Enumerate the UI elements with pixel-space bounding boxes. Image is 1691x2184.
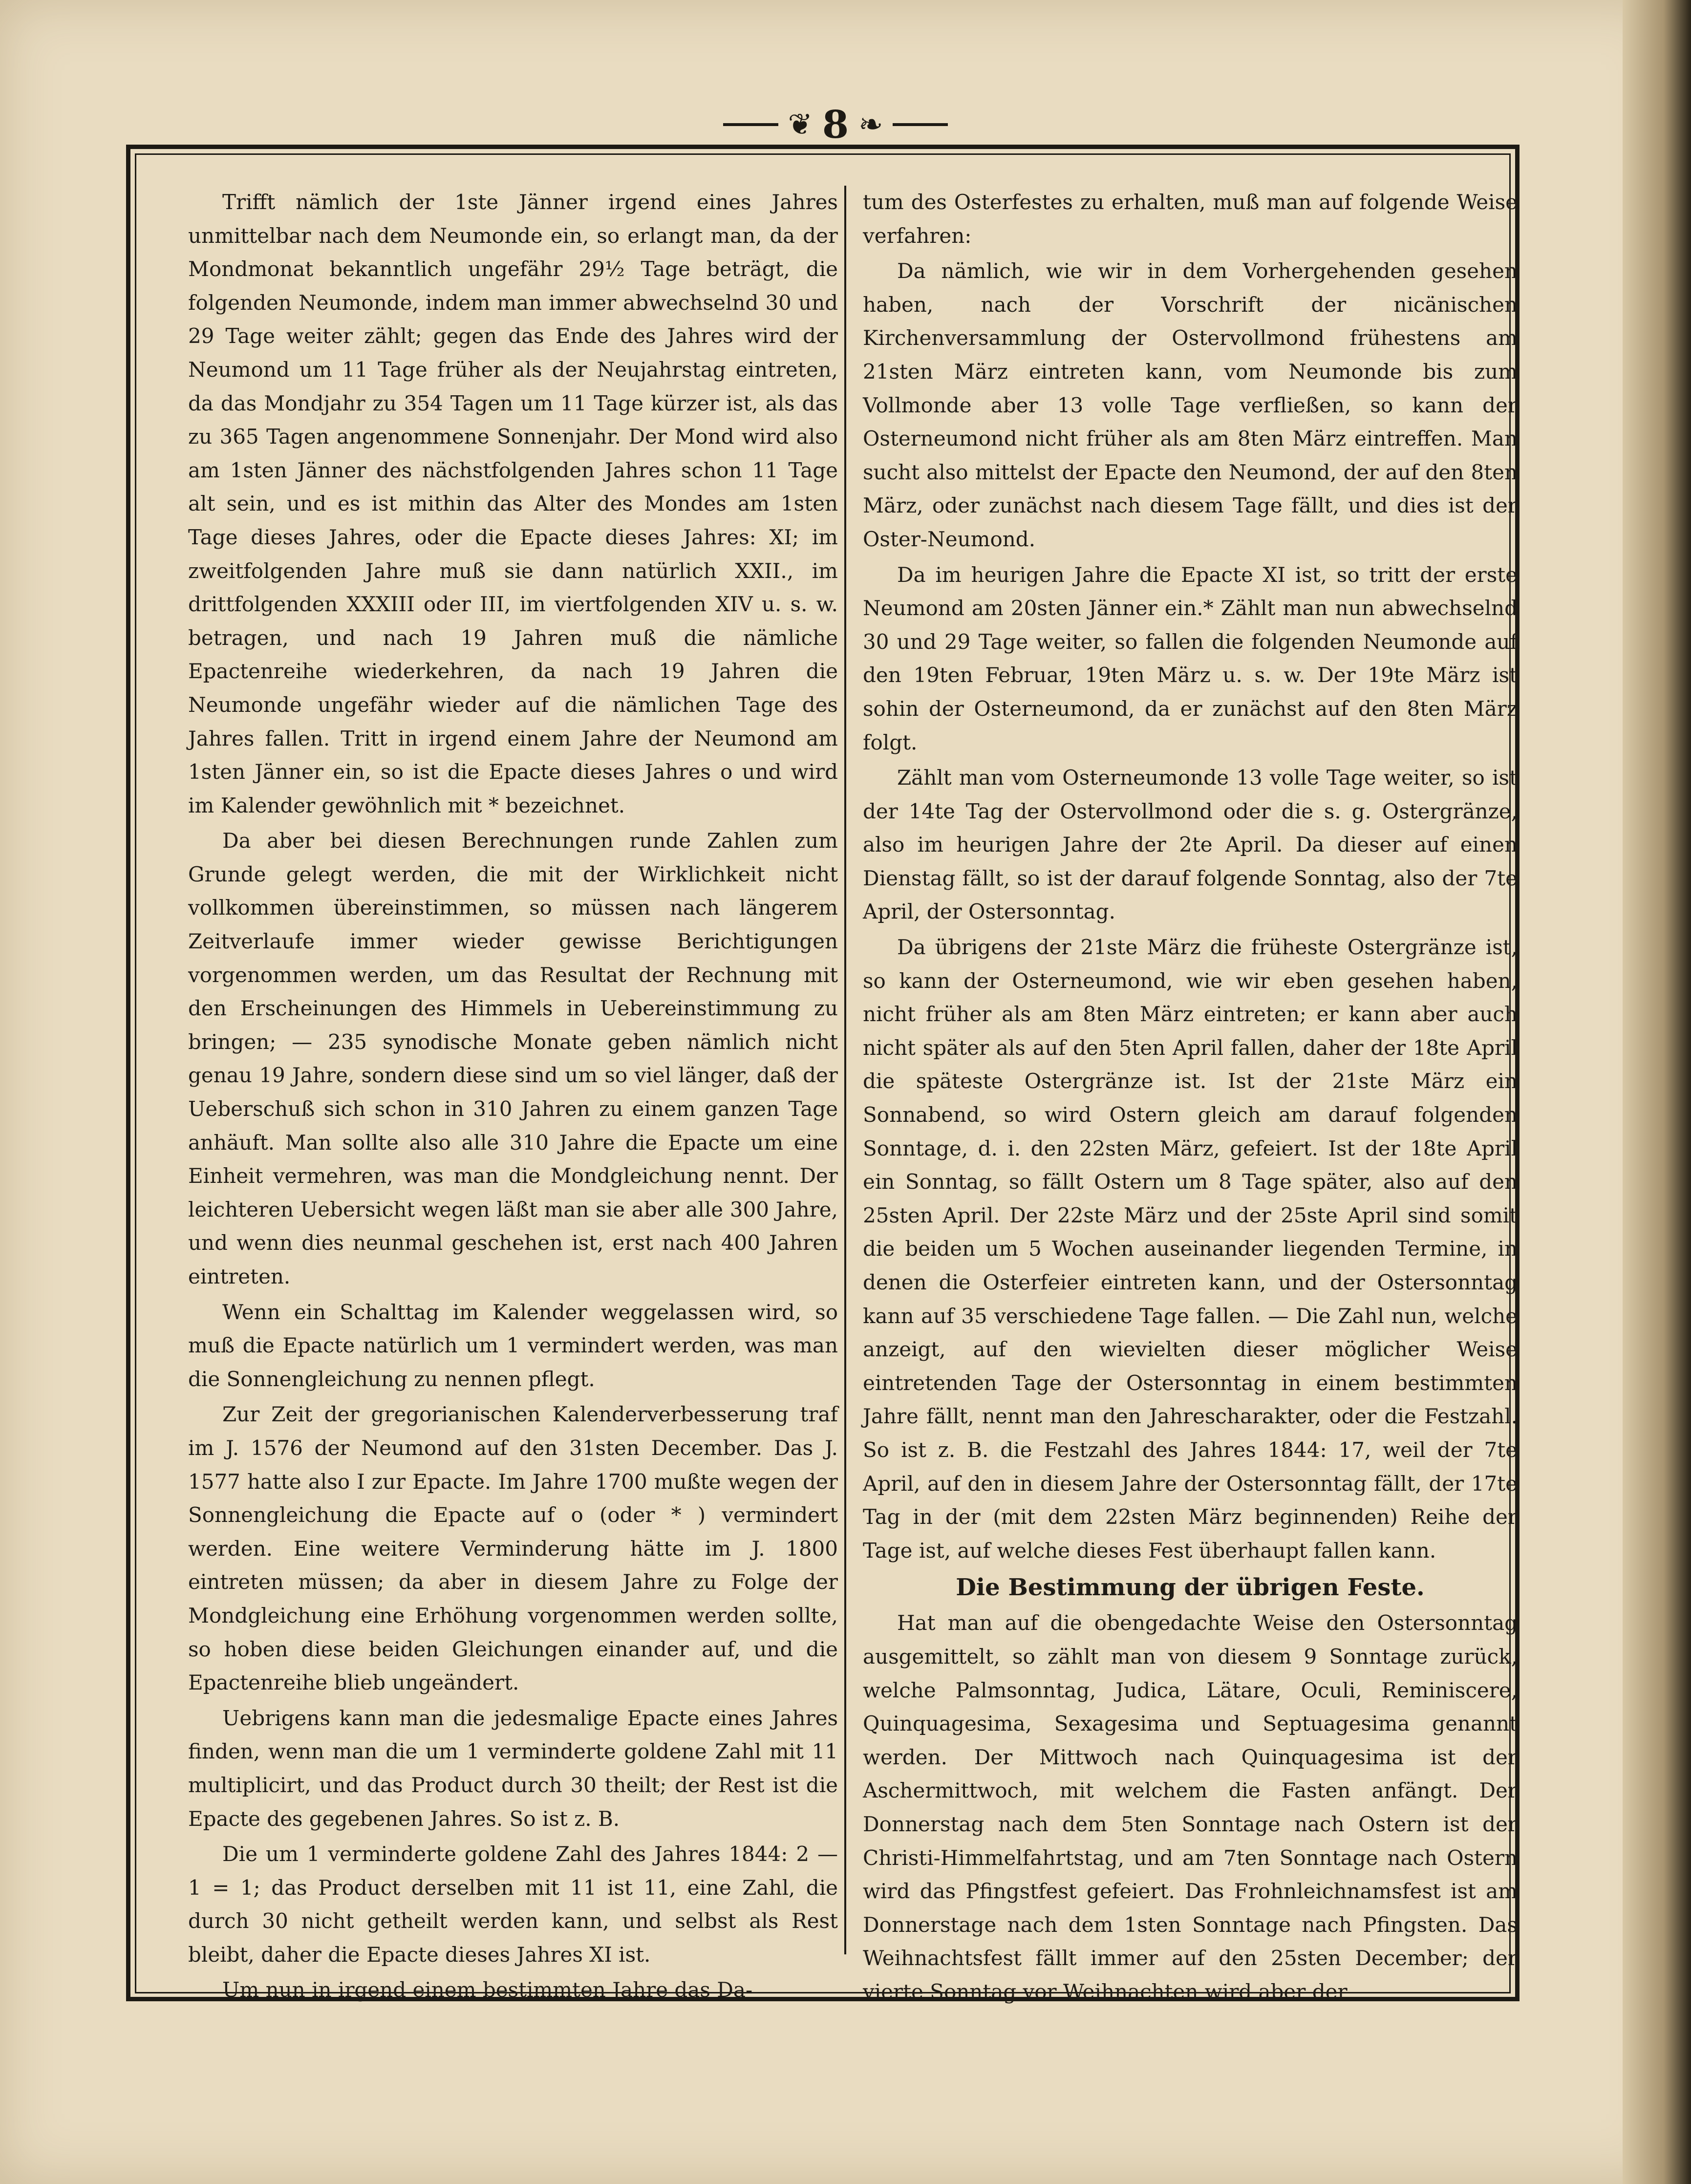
- left-paragraph-1: Trifft nämlich der 1ste Jänner irgend eines Jahres unmittelbar nach dem Neumonde ein, so erlangt man, da der Mondmonat bekanntlich ungefähr 29½ Tage beträgt, die folgenden Neumonde, indem man immer abwechselnd 30 und 29 Tage weiter zählt; gegen das Ende des Jahres wird der Neumond um 11 Tage früher als der Neujahrstag eintreten, da das Mondjahr zu 354 Tagen um 11 Tage kürzer ist, als das zu 365 Tagen angenommene Sonnenjahr. Der Mond wird also am 1sten Jänner des nächstfolgenden Jahres schon 11 Tage alt sein, und es ist mithin das Alter des Mondes am 1sten Tage dieses Jahres, oder die Epacte dieses Jahres: XI; im zweitfolgenden Jahre muß sie dann natürlich XXII., im drittfolgenden XXXIII oder III, im viertfolgenden XIV u. s. w. betragen, und nach 19 Jahren muß die nämliche Epactenreihe wiederkehren, da nach 19 Jahren die Neumonde ungefähr wieder auf die nämlichen Tage des Jahres fallen. Tritt in irgend einem Jahre der Neumond am 1sten Jänner ein, so ist die Epacte dieses Jahres o und wird im Kalender gewöhnlich mit * bezeichnet.: [188, 190, 838, 817]
- page-number: 8: [822, 102, 849, 147]
- left-paragraph-2: Da aber bei diesen Berechnungen runde Zahlen zum Grunde gelegt werden, die mit der Wirklichkeit nicht vollkommen übereinstimmen, so müssen nach längerem Zeitverlaufe immer wieder gewisse Berichtigungen vorgenommen werden, um das Resultat der Rechnung mit den Erscheinungen des Himmels in Uebereinstimmung zu bringen; — 235 synodische Monate geben nämlich nicht genau 19 Jahre, sondern diese sind um so viel länger, daß der Ueberschuß sich schon in 310 Jahren zu einem ganzen Tage anhäuft. Man sollte also alle 310 Jahre die Epacte um eine Einheit vermehren, was man die Mondgleichung nennt. Der leichteren Uebersicht wegen läßt man sie aber alle 300 Jahre, und wenn dies neunmal geschehen ist, erst nach 400 Jahren eintreten.: [188, 829, 838, 1288]
- column-divider: [844, 186, 846, 1954]
- right-paragraph-3: Zählt man vom Osterneumonde 13 volle Tage weiter, so ist der 14te Tag der Ostervollmond oder die s. g. Ostergränze, also im heurigen Jahre der 2te April. Da dieser auf einen Dienstag fällt, so ist der darauf folgende Sonntag, also der 7te April, der Ostersonntag.: [863, 766, 1518, 924]
- left-paragraph-7: Um nun in irgend einem bestimmten Jahre das Da-: [222, 1978, 753, 2002]
- ornament-left-icon: ❦: [788, 107, 813, 142]
- header-rule-left: [723, 123, 778, 126]
- section-heading: Die Bestimmung der übrigen Feste.: [956, 1574, 1425, 1602]
- left-column: [188, 186, 838, 2002]
- right-paragraph-2: Da im heurigen Jahre die Epacte XI ist, so tritt der erste Neumond am 20sten Jänner ein.* Zählt man nun abwechselnd 30 und 29 Tage weiter, so fallen die folgenden Neumonde auf den 19ten Februar, 19ten März u. s. w. Der 19te März ist sohin der Osterneumond, da er zunächst auf den 8ten März folgt.: [863, 562, 1518, 754]
- header-rule-right: [893, 123, 948, 126]
- right-paragraph-5: Hat man auf die obengedachte Weise den Ostersonntag ausgemittelt, so zählt man von diesem 9 Sonntage zurück, welche Palmsonntag, Judica, Lätare, Oculi, Reminiscere, Quinquagesima, Sexagesima und Septuagesima genannt werden. Der Mittwoch nach Quinquagesima ist der Aschermittwoch, mit welchem die Fasten anfängt. Der Donnerstag nach dem 5ten Sonntage nach Ostern ist der Christi-Himmelfahrtstag, und am 7ten Sonntage nach Ostern wird das Pfingstfest gefeiert. Das Frohnleichnamsfest ist am Donnerstage nach dem 1sten Sonntage nach Pfingsten. Das Weihnachtsfest fällt immer auf den 25sten December; der vierte Sonntag vor Weihnachten wird aber der: [863, 1611, 1518, 2004]
- ornament-right-icon: ❧: [858, 107, 883, 142]
- left-paragraph-3: Wenn ein Schalttag im Kalender weggelassen wird, so muß die Epacte natürlich um 1 vermindert werden, was man die Sonnengleichung zu nennen pflegt.: [188, 1300, 838, 1391]
- right-paragraph-4: Da übrigens der 21ste März die früheste Ostergränze ist, so kann der Osterneumond, wie wir eben gesehen haben, nicht früher als am 8ten März eintreten; er kann aber auch nicht später als auf den 5ten April fallen, daher der 18te April die späteste Ostergränze ist. Ist der 21ste März ein Sonnabend, so wird Ostern gleich am darauf folgenden Sonntage, d. i. den 22sten März, gefeiert. Ist der 18te April ein Sonntag, so fällt Ostern um 8 Tage später, also auf den 25sten April. Der 22ste März und der 25ste April sind somit die beiden um 5 Wochen auseinander liegenden Termine, in denen die Osterfeier eintreten kann, und der Ostersonntag kann auf 35 verschiedene Tage fallen. — Die Zahl nun, welche anzeigt, auf den wievielten dieser möglicher Weise eintretenden Tage der Ostersonntag in einem bestimmten Jahre fällt, nennt man den Jahrescharakter, oder die Festzahl. So ist z. B. die Festzahl des Jahres 1844: 17, weil der 7te April, auf den in diesem Jahre der Ostersonntag fällt, der 17te Tag in der (mit dem 22sten März beginnenden) Reihe der Tage ist, auf welche dieses Fest überhaupt fallen kann.: [863, 935, 1518, 1563]
- page-edge: [1623, 0, 1691, 2184]
- left-paragraph-6: Die um 1 verminderte goldene Zahl des Jahres 1844: 2 — 1 = 1; das Product derselben mit 11 ist 11, eine Zahl, die durch 30 nicht getheilt werden kann, und selbst als Rest bleibt, daher die Epacte dieses Jahres XI ist.: [188, 1842, 838, 1967]
- right-paragraph-1: Da nämlich, wie wir in dem Vorhergehenden gesehen haben, nach der Vorschrift der nicänischen Kirchenversammlung der Ostervollmond frühestens am 21sten März eintreten kann, vom Neumonde bis zum Vollmonde aber 13 volle Tage verfließen, so kann der Osterneumond nicht früher als am 8ten März eintreffen. Man sucht also mittelst der Epacte den Neumond, der auf den 8ten März, oder zunächst nach diesem Tage fällt, und dies ist der Oster-Neumond.: [863, 259, 1518, 551]
- right-column: [863, 186, 1518, 2004]
- right-lead-in: tum des Osterfestes zu erhalten, muß man auf folgende Weise verfahren:: [863, 190, 1518, 248]
- left-paragraph-5: Uebrigens kann man die jedesmalige Epacte eines Jahres finden, wenn man die um 1 verminderte goldene Zahl mit 11 multiplicirt, und das Product durch 30 theilt; der Rest ist die Epacte des gegebenen Jahres. So ist z. B.: [188, 1706, 838, 1831]
- left-paragraph-4: Zur Zeit der gregorianischen Kalenderverbesserung traf im J. 1576 der Neumond auf den 31sten December. Das J. 1577 hatte also I zur Epacte. Im Jahre 1700 mußte wegen der Sonnengleichung die Epacte auf o (oder * ) vermindert werden. Eine weitere Verminderung hätte im J. 1800 eintreten müssen; da aber in diesem Jahre zu Folge der Mondgleichung eine Erhöhung vorgenommen werden sollte, so hoben diese beiden Gleichungen einander auf, und die Epactenreihe blieb ungeändert.: [188, 1402, 838, 1695]
- page-header: [723, 98, 948, 151]
